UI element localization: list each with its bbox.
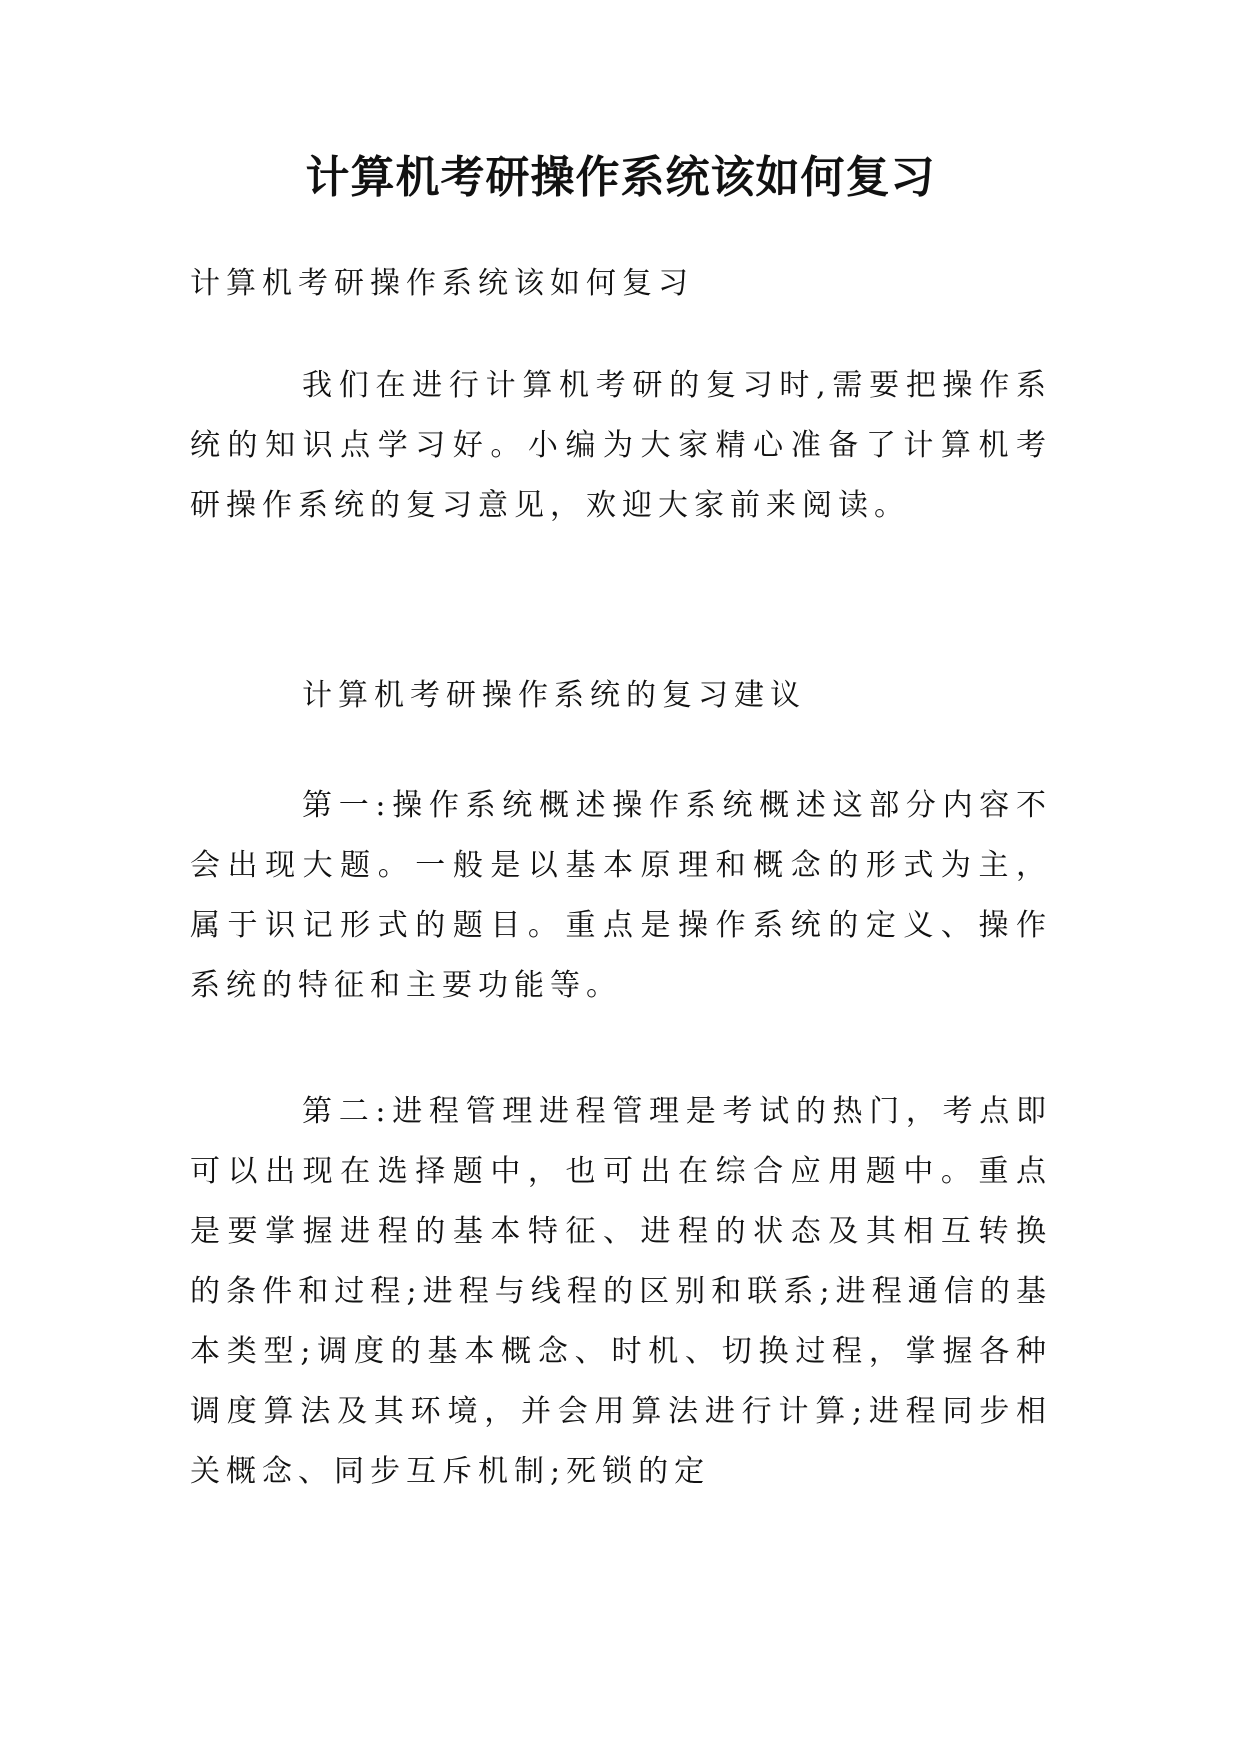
document-subtitle: 计算机考研操作系统该如何复习 [190,266,694,301]
point-one-paragraph: 第一:操作系统概述操作系统概述这部分内容不会出现大题。一般是以基本原理和概念的形式为主，属于识记形式的题目。重点是操作系统的定义、操作系统的特征和主要功能等。 [190,788,1052,1003]
section-heading: 计算机考研操作系统的复习建议 [302,678,806,713]
document-title: 计算机考研操作系统该如何复习 [305,152,936,203]
point-two-paragraph: 第二:进程管理进程管理是考试的热门，考点即可以出现在选择题中，也可出在综合应用题中。重点是要掌握进程的基本特征、进程的状态及其相互转换的条件和过程;进程与线程的区别和联系;进程通信的基本类型;调度的基本概念、时机、切换过程，掌握各种调度算法及其环境，并会用算法进行计算;进程同步相关概念、同步互斥机制;死锁的定 [190,1094,1052,1489]
intro-paragraph: 我们在进行计算机考研的复习时,需要把操作系统的知识点学习好。小编为大家精心准备了计算机考研操作系统的复习意见，欢迎大家前来阅读。 [190,368,1052,523]
